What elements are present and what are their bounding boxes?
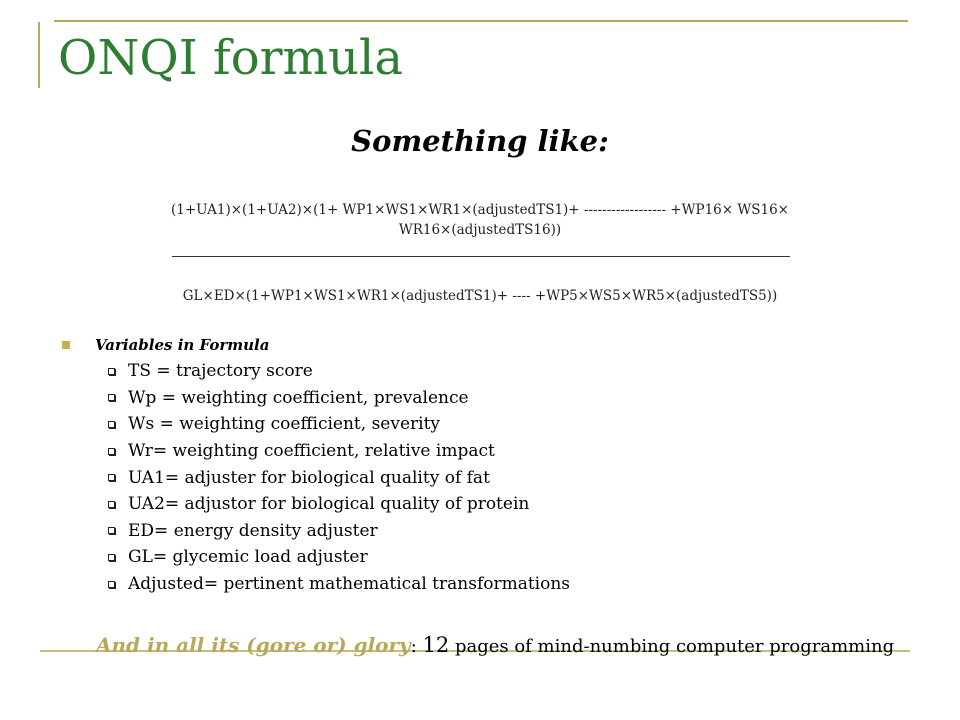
list-item: UA2= adjustor for biological quality of protein <box>108 491 570 518</box>
variables-heading <box>62 336 269 354</box>
square-bullet-icon <box>62 341 70 349</box>
formula-denominator: GL×ED×(1+WP1×WS1×WR1×(adjustedTS1)+ ---- +WP5×WS5×WR5×(adjustedTS5)) <box>182 288 778 304</box>
checkbox-bullet-icon <box>108 501 115 508</box>
list-item: GL= glycemic load adjuster <box>108 544 570 571</box>
checkbox-bullet-icon <box>108 581 115 588</box>
checkbox-bullet-icon <box>108 554 115 561</box>
footer-note <box>96 633 894 657</box>
footer-page-count: 12 <box>422 633 450 657</box>
footer-colon: : <box>410 636 423 657</box>
top-divider <box>54 20 908 22</box>
list-item: Wp = weighting coefficient, prevalence <box>108 385 570 412</box>
checkbox-bullet-icon <box>108 448 115 455</box>
list-item: Ws = weighting coefficient, severity <box>108 411 570 438</box>
slide-subtitle: Something like: <box>351 124 609 158</box>
slide-title: ONQI formula <box>58 30 403 86</box>
list-item: Adjusted= pertinent mathematical transformations <box>108 571 570 598</box>
fraction-bar <box>172 256 790 257</box>
variables-list <box>108 358 570 597</box>
checkbox-bullet-icon <box>108 421 115 428</box>
checkbox-bullet-icon <box>108 368 115 375</box>
list-item: ED= energy density adjuster <box>108 518 570 545</box>
variables-heading-text: Variables in Formula <box>95 336 270 354</box>
footer-rest: pages of mind-numbing computer programming <box>449 636 895 657</box>
list-item: TS = trajectory score <box>108 358 570 385</box>
list-item: UA1= adjuster for biological quality of fat <box>108 464 570 491</box>
checkbox-bullet-icon <box>108 474 115 481</box>
list-item: Wr= weighting coefficient, relative impact <box>108 438 570 465</box>
checkbox-bullet-icon <box>108 527 115 534</box>
footer-lead: And in all its (gore or) glory <box>96 633 411 657</box>
formula-numerator: (1+UA1)×(1+UA2)×(1+ WP1×WS1×WR1×(adjustedTS1)+ ------------------ +WP16× WS16× WR16×(adjustedTS16)) <box>171 202 789 238</box>
checkbox-bullet-icon <box>108 394 115 401</box>
left-accent-line <box>38 22 40 88</box>
